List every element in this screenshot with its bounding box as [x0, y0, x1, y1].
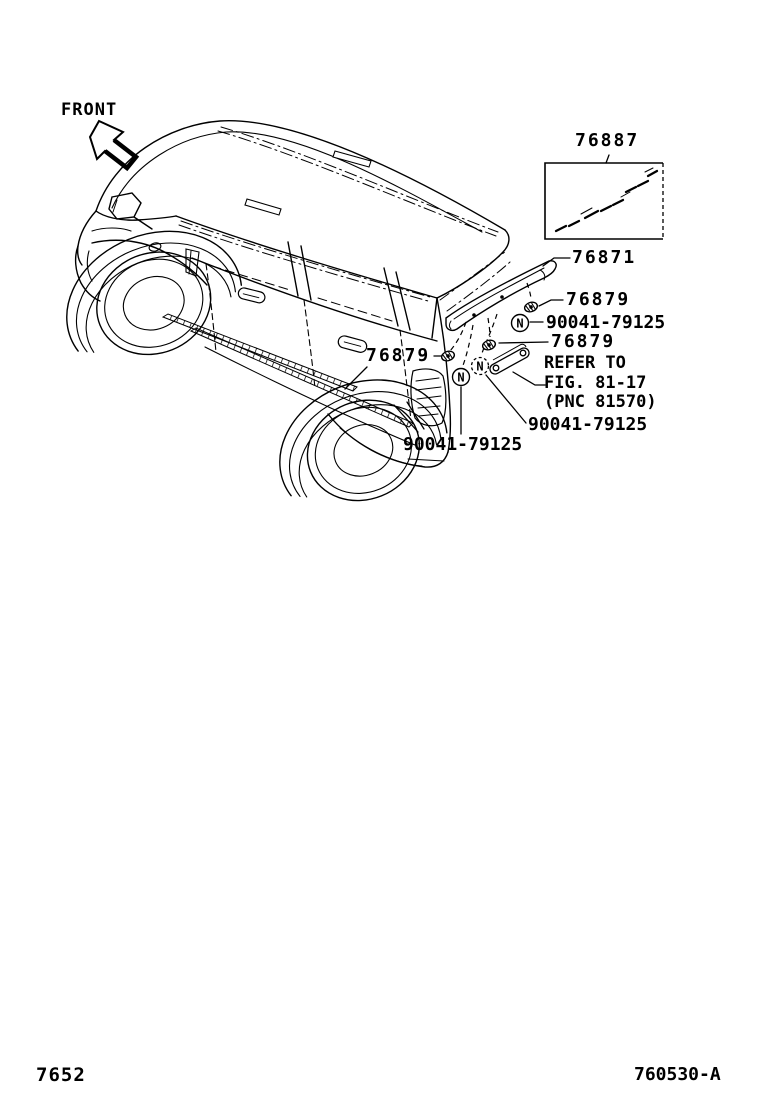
part-label-retainer-middle: 76879 — [551, 331, 616, 352]
side-mirror — [109, 193, 152, 229]
part-label-spoiler: 76871 — [572, 247, 637, 268]
nut-symbol-letter: N — [476, 359, 484, 374]
reference-note-line1: REFER TO — [544, 353, 626, 373]
part-label-retainer-right: 76879 — [566, 289, 631, 310]
nut-symbol-letter: N — [516, 316, 524, 331]
nut-icon-left — [453, 369, 470, 386]
vehicle-body — [45, 121, 510, 528]
retainer-clip-icon-left — [440, 350, 455, 363]
bracket-part — [490, 344, 529, 374]
spoiler-part — [446, 261, 556, 331]
reference-note-line2: FIG. 81-17 — [544, 372, 647, 393]
door-handle-rear — [337, 335, 368, 354]
part-label-tape-kit: 76887 — [575, 130, 640, 151]
tape-strips — [556, 168, 657, 231]
reference-note-line3: (PNC 81570) — [544, 392, 657, 412]
tape-kit-box — [545, 163, 663, 239]
nut-symbol-letter: N — [457, 370, 465, 385]
nut-icon-middle — [472, 358, 489, 375]
nut-icon-right — [512, 315, 529, 332]
door-handle-front — [237, 287, 266, 304]
retainer-clip-icon-right — [523, 301, 538, 314]
front-direction-label: FRONT — [61, 100, 118, 120]
reference-note — [544, 354, 657, 413]
drawing-code: 760530-A — [634, 1064, 721, 1085]
part-label-nut-middle: 90041-79125 — [528, 414, 648, 435]
part-label-nut-right: 90041-79125 — [546, 312, 666, 333]
part-label-nut-left: 90041-79125 — [403, 434, 523, 455]
figure-number: 7652 — [36, 1064, 86, 1086]
part-label-retainer-left: 76879 — [366, 345, 431, 366]
